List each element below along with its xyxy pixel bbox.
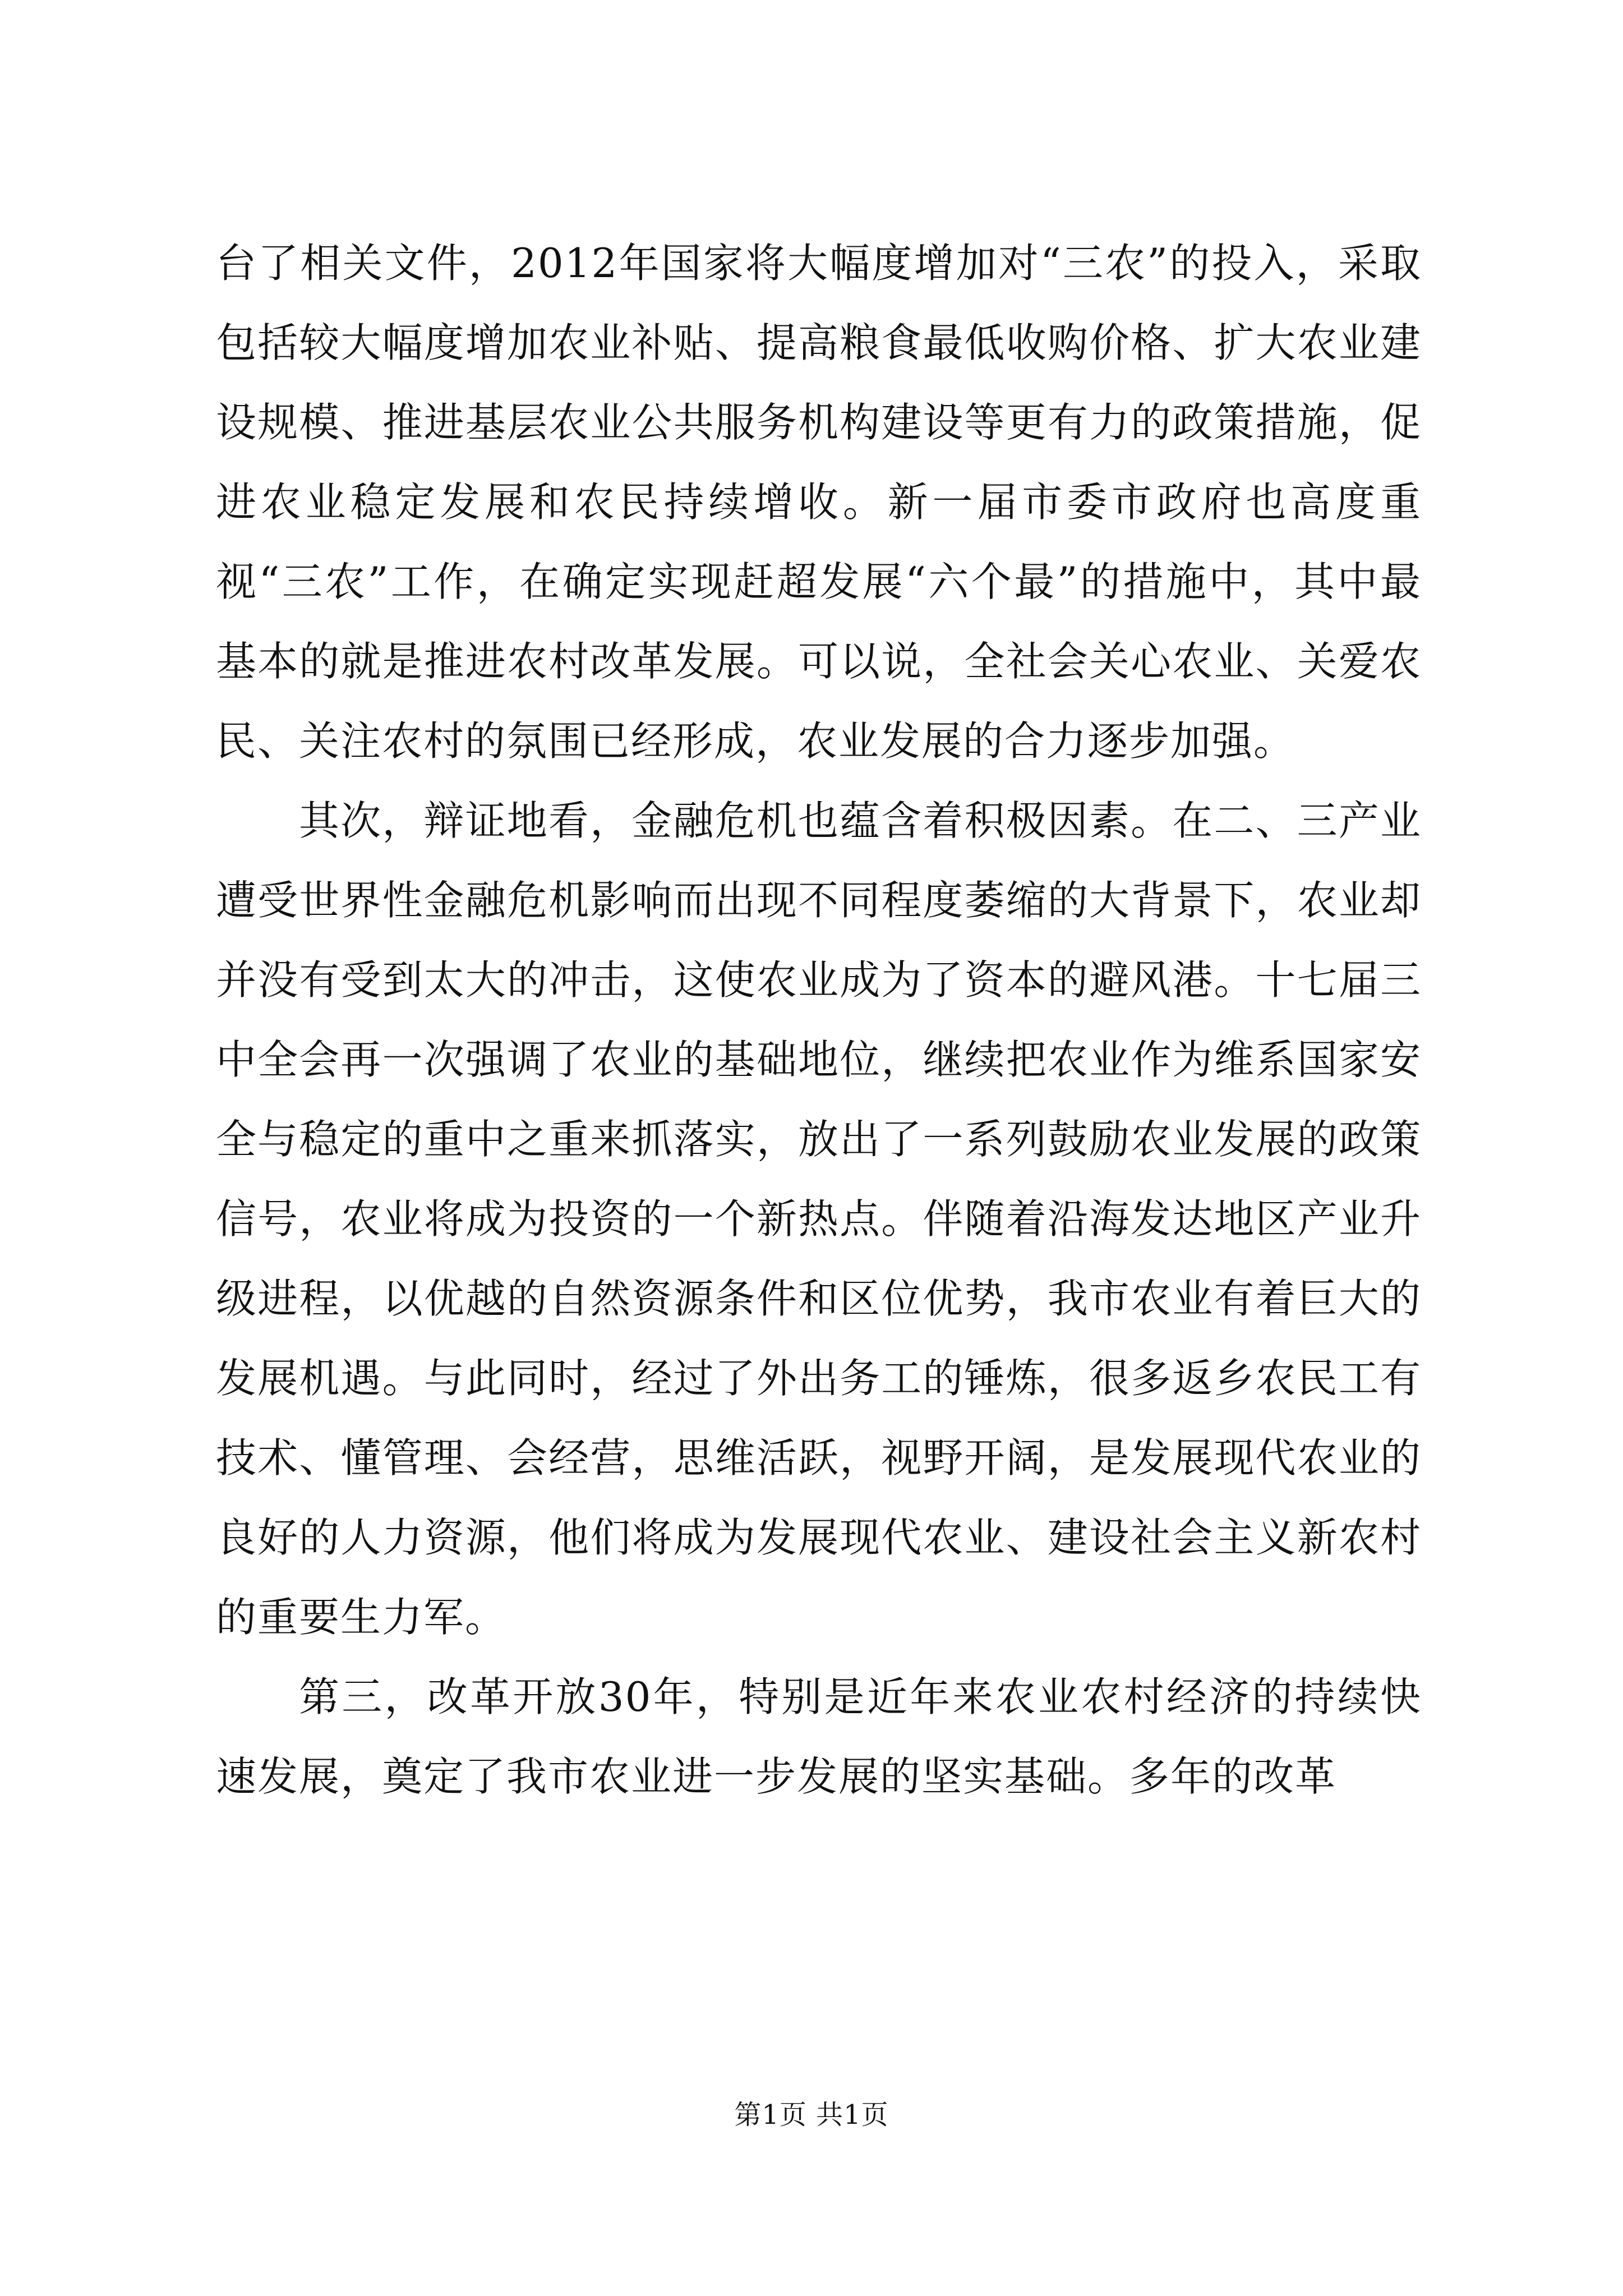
paragraph-3: 第三，改革开放30年，特别是近年来农业农村经济的持续快速发展，奠定了我市农业进一步发展的坚实基础。多年的改革: [216, 1673, 1422, 1800]
paragraph-2: 其次，辩证地看，金融危机也蕴含着积极因素。在二、三产业遭受世界性金融危机影响而出现不同程度萎缩的大背景下，农业却并没有受到太大的冲击，这使农业成为了资本的避风港。十七届三中全会再一次强调了农业的基础地位，继续把农业作为维系国家安全与稳定的重中之重来抓落实，放出了一系列鼓励农业发展的政策信号，农业将成为投资的一个新热点。伴随着沿海发达地区产业升级进程，以优越的自然资源条件和区位优势，我市农业有着巨大的发展机遇。与此同时，经过了外出务工的锤炼，很多返乡农民工有技术、懂管理、会经营，思维活跃，视野开阔，是发展现代农业的良好的人力资源，他们将成为发展现代农业、建设社会主义新农村的重要生力军。: [216, 797, 1422, 1641]
document-body: [216, 223, 1422, 1816]
paragraph-1: 台了相关文件，2012年国家将大幅度增加对“三农”的投入，采取包括较大幅度增加农业补贴、提高粮食最低收购价格、扩大农业建设规模、推进基层农业公共服务机构建设等更有力的政策措施，促进农业稳定发展和农民持续增收。新一届市委市政府也高度重视“三农”工作，在确定实现赶超发展“六个最”的措施中，其中最基本的就是推进农村改革发展。可以说，全社会关心农业、关爱农民、关注农村的氛围已经形成，农业发展的合力逐步加强。: [216, 240, 1422, 765]
page-footer: 第1页 共1页: [734, 2099, 889, 2131]
